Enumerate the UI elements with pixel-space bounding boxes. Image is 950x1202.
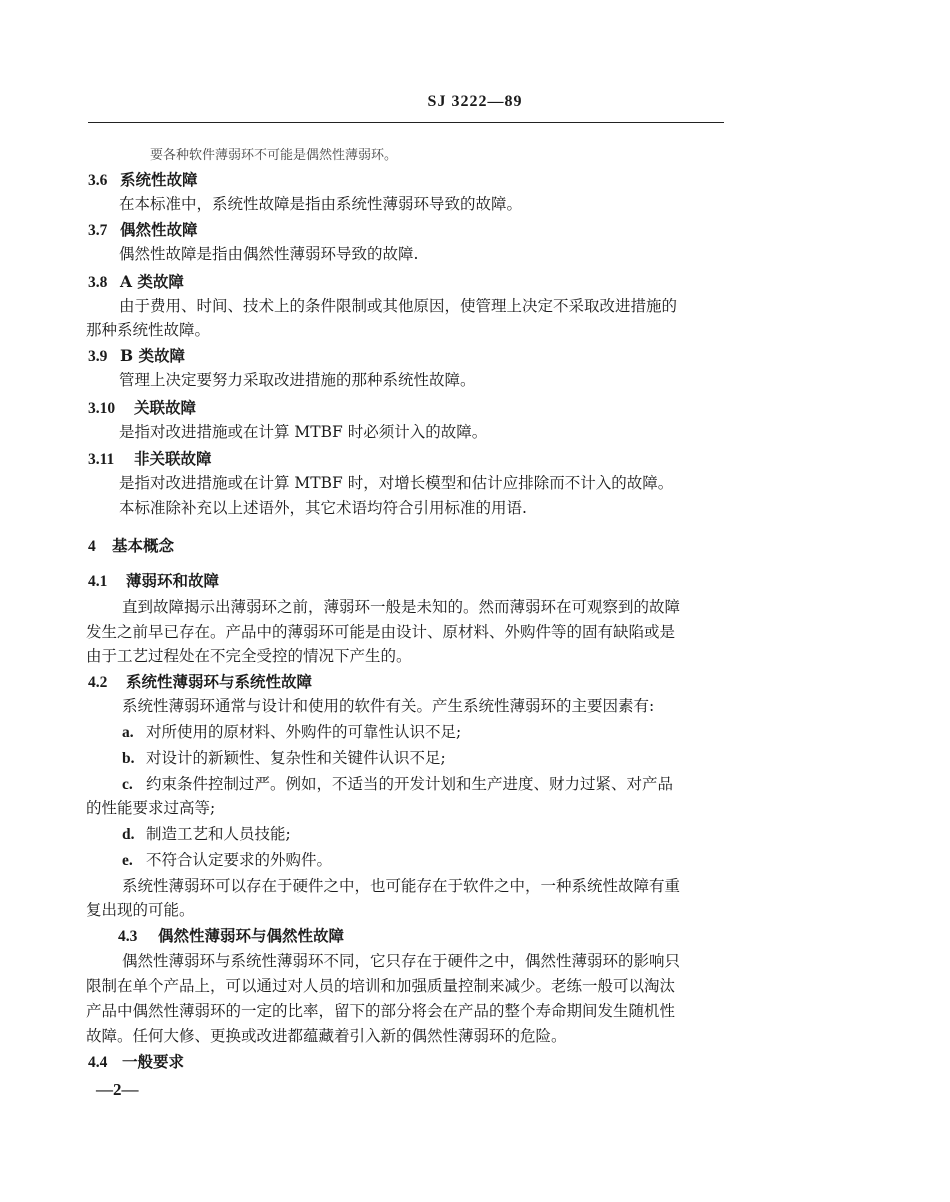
def-3-10-heading <box>88 398 196 419</box>
list-marker: c. <box>122 776 133 793</box>
section-title: 薄弱环和故障 <box>126 571 220 590</box>
def-number: 3.10 <box>88 400 116 417</box>
section-4-3-body-line: 故障。任何大修、更换或改进都蕴藏着引入新的偶然性薄弱环的危险。 <box>86 1027 567 1045</box>
def-3-8-body-line: 由于费用、时间、技术上的条件限制或其他原因，使管理上决定不采取改进措施的 <box>119 297 678 315</box>
section-4-heading <box>88 536 174 557</box>
section-number: 4 <box>88 538 96 555</box>
section-4-2-heading <box>88 672 312 693</box>
section-4-2-outro-line: 系统性薄弱环可以存在于硬件之中，也可能存在于软件之中，一种系统性故障有重 <box>122 877 681 895</box>
def-title: 系统性故障 <box>120 170 198 189</box>
def-number: 3.9 <box>88 348 108 365</box>
document-code: SJ 3222—89 <box>427 93 523 110</box>
list-item-b <box>122 748 446 769</box>
def-number: 3.11 <box>88 451 115 468</box>
section-number: 4.3 <box>118 928 138 945</box>
def-3-9-heading <box>88 346 185 367</box>
def-3-11-heading <box>88 449 212 470</box>
section-number: 4.2 <box>88 674 108 691</box>
list-text: 对所使用的原材料、外购件的可靠性认识不足; <box>146 723 462 741</box>
section-4-1-heading <box>88 571 219 592</box>
section-title: 基本概念 <box>112 536 175 555</box>
list-marker: e. <box>122 852 133 869</box>
page-number: —2— <box>96 1080 139 1099</box>
section-4-3-body-line: 产品中偶然性薄弱环的一定的比率，留下的部分将会在产品的整个寿命期间发生随机性 <box>86 1002 676 1020</box>
list-item-a <box>122 722 461 743</box>
def-title: 偶然性故障 <box>120 220 198 239</box>
def-number: 3.8 <box>88 274 108 291</box>
list-marker: b. <box>122 750 135 767</box>
section-4-3-heading <box>118 926 344 947</box>
def-title: 关联故障 <box>134 398 197 417</box>
def-3-11-body-line: 本标准除补充以上述语外，其它术语均符合引用标准的用语. <box>119 499 527 517</box>
def-title: 非关联故障 <box>134 449 212 468</box>
def-3-11-body-line: 是指对改进措施或在计算 MTBF 时，对增长模型和估计应排除而不计入的故障。 <box>119 474 674 492</box>
section-title: 系统性薄弱环与系统性故障 <box>126 672 313 691</box>
def-number: 3.6 <box>88 172 108 189</box>
def-3-8-body-line: 那种系统性故障。 <box>86 321 211 339</box>
list-item-c-continued: 的性能要求过高等; <box>86 799 216 817</box>
def-3-10-body: 是指对改进措施或在计算 MTBF 时必须计入的故障。 <box>119 423 488 441</box>
section-title: 偶然性薄弱环与偶然性故障 <box>158 926 345 945</box>
fragment-line: 要各种软件薄弱环不可能是偶然性薄弱环。 <box>150 148 398 163</box>
header-rule <box>88 122 724 123</box>
def-3-9-body: 管理上决定要努力采取改进措施的那种系统性故障。 <box>119 371 476 389</box>
section-4-3-body-line: 偶然性薄弱环与系统性薄弱环不同，它只存在于硬件之中，偶然性薄弱环的影响只 <box>122 952 681 970</box>
section-4-2-intro: 系统性薄弱环通常与设计和使用的软件有关。产生系统性薄弱环的主要因素有: <box>122 697 655 715</box>
list-text: 不符合认定要求的外购件。 <box>146 851 333 869</box>
list-text: 约束条件控制过严。例如，不适当的开发计划和生产进度、财力过紧、对产品 <box>146 775 674 793</box>
def-3-6-body: 在本标准中，系统性故障是指由系统性薄弱环导致的故障。 <box>119 195 523 213</box>
list-marker: d. <box>122 826 135 843</box>
section-4-3-body-line: 限制在单个产品上，可以通过对人员的培训和加强质量控制来减少。老练一般可以淘汰 <box>86 977 676 995</box>
def-3-7-heading <box>88 220 198 241</box>
def-3-7-body: 偶然性故障是指由偶然性薄弱环导致的故障. <box>119 245 419 263</box>
list-item-e <box>122 850 332 871</box>
def-number: 3.7 <box>88 222 108 239</box>
list-marker: a. <box>122 724 134 741</box>
section-4-4-heading <box>88 1052 184 1073</box>
section-4-2-outro-line: 复出现的可能。 <box>86 901 195 919</box>
section-4-1-body-line: 由于工艺过程处在不完全受控的情况下产生的。 <box>86 647 412 665</box>
def-title: B 类故障 <box>120 346 185 365</box>
list-text: 制造工艺和人员技能; <box>146 825 291 843</box>
section-number: 4.4 <box>88 1054 108 1071</box>
section-number: 4.1 <box>88 573 108 590</box>
list-text: 对设计的新颖性、复杂性和关键件认识不足; <box>146 749 446 767</box>
section-4-1-body-line: 发生之前早已存在。产品中的薄弱环可能是由设计、原材料、外购件等的固有缺陷或是 <box>86 623 676 641</box>
section-4-1-body-line: 直到故障揭示出薄弱环之前，薄弱环一般是未知的。然而薄弱环在可观察到的故障 <box>122 598 681 616</box>
list-item-c <box>122 774 673 795</box>
def-3-8-heading <box>88 272 184 293</box>
list-item-d <box>122 824 291 845</box>
section-title: 一般要求 <box>122 1052 185 1071</box>
def-3-6-heading <box>88 170 198 191</box>
def-title: A 类故障 <box>120 272 184 291</box>
